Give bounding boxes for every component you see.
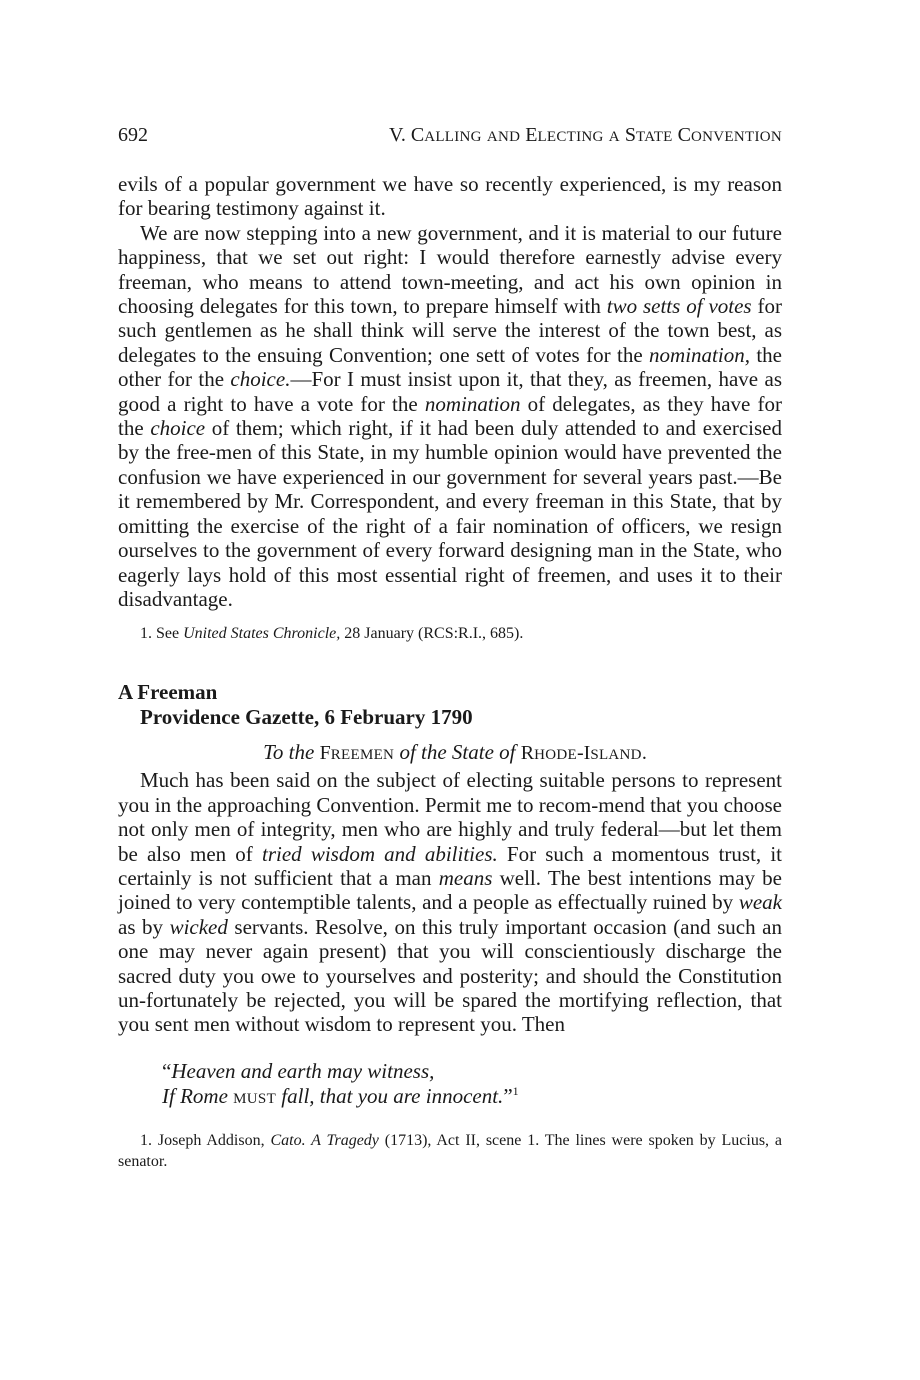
text-run: the other for the xyxy=(118,342,783,392)
italic-run: of the State of xyxy=(399,740,516,765)
text-run: as by xyxy=(118,914,170,939)
text-run: Much has been said on the subject of electing suitable persons to represent you in the approaching Convention. Permit me to recom-mend that you choose not only men of integrity, men who are highly and truly federal—but let them be also men of xyxy=(118,768,782,866)
verse-line-2 xyxy=(162,1084,782,1112)
text-run: for such gentlemen as he shall think will serve the interest of the town best, as delegates to the ensuing Convention; one sett of votes for the xyxy=(118,294,782,367)
italic-run: wicked xyxy=(169,914,228,939)
italic-run: choice. xyxy=(230,367,291,392)
verse-text: If Rome xyxy=(162,1083,228,1108)
document-source: Providence Gazette, 6 February 1790 xyxy=(140,705,473,730)
quote-mark: ” xyxy=(503,1083,513,1108)
text-run: 1. See xyxy=(140,625,184,643)
smallcaps-run: FREEMEN xyxy=(319,742,395,765)
text-run: For such a momentous trust, it certainly is not sufficient that a man xyxy=(118,841,782,890)
salutation xyxy=(118,740,782,768)
text-run: well. The best intentions may be joined to very contemptible talents, and a people as effectually ruined by xyxy=(118,865,782,915)
footnote-1 xyxy=(118,623,782,644)
italic-run: means xyxy=(438,865,493,890)
document-author: A Freeman xyxy=(118,680,218,705)
italic-run: tried wisdom and abilities. xyxy=(261,841,498,866)
text-run: servants. Resolve, on this truly important occasion (and such an one may never again present) that you will conscientiously discharge the sacred duty you owe to yourselves and posterity; and should the Constitution un-fortunately be rejected, you will be spared the mortifying reflection, that you sent men without wisdom to represent you. Then xyxy=(118,914,782,1037)
document-page xyxy=(118,118,782,1172)
quote-mark: “ xyxy=(162,1058,172,1083)
italic-run: To the xyxy=(263,740,315,765)
text-run: 28 January (RCS:R.I., 685). xyxy=(340,625,524,643)
document-paragraph xyxy=(118,768,782,1036)
text-run: —For I must insist upon it, that they, as freemen, have as good a right to have a vote for the xyxy=(118,367,782,416)
chapter-title-text: V. CALLING AND ELECTING A STATE CONVENTION xyxy=(388,124,782,146)
page-number: 692 xyxy=(118,124,148,146)
verse-line-1 xyxy=(162,1059,782,1084)
footnote-marker: 1 xyxy=(512,1083,519,1098)
text-run: We are now stepping into a new government, and it is material to our future happiness, that we set out right: I would therefore earnestly advise every freeman, who means to attend town-meeting, and act his own opinion in choosing delegates for this town, to prepare himself with xyxy=(118,220,782,319)
italic-run: nomination xyxy=(424,391,521,416)
text-run: of them; which right, if it had been duly attended to and exercised by the free-men of this State, in my humble opinion would have prevented the confusion we have experienced in our government for several years past.—Be it remembered by Mr. Correspondent, and every freeman in this State, that by omitting the exercise of the right of a fair nomination of officers, we resign ourselves to the government of every forward designing man in the State, who eagerly lays hold of this most essential right of freemen, and uses it to their disadvantage. xyxy=(118,416,782,611)
text-run: 1. Joseph Addison, xyxy=(140,1131,271,1149)
italic-run: United States Chronicle, xyxy=(183,625,341,643)
italic-run: choice xyxy=(150,416,206,441)
body-paragraph-2 xyxy=(118,221,782,612)
footnote-2 xyxy=(118,1130,782,1172)
body-paragraph-1: evils of a popular government we have so recently experienced, is my reason for bearing testimony against it. xyxy=(118,172,782,221)
italic-run: nomination, xyxy=(649,342,750,367)
smallcaps-run: MUST xyxy=(233,1090,277,1107)
italic-run: two setts of votes xyxy=(606,294,752,319)
italic-run: weak xyxy=(738,890,782,915)
verse-text: Heaven and earth may witness, xyxy=(171,1058,435,1083)
verse-quotation xyxy=(162,1059,782,1112)
chapter-title xyxy=(389,118,782,154)
running-head xyxy=(118,118,782,152)
text-run: (1713), Act II, scene 1. The lines were spoken by Lucius, a senator. xyxy=(118,1131,782,1170)
text-run: of delegates, as they have for the xyxy=(118,391,782,441)
verse-text: fall, that you are innocent. xyxy=(281,1083,504,1108)
italic-run: Cato. A Tragedy xyxy=(270,1131,379,1149)
document-heading xyxy=(118,680,782,730)
smallcaps-run: RHODE-ISLAND. xyxy=(520,742,647,765)
